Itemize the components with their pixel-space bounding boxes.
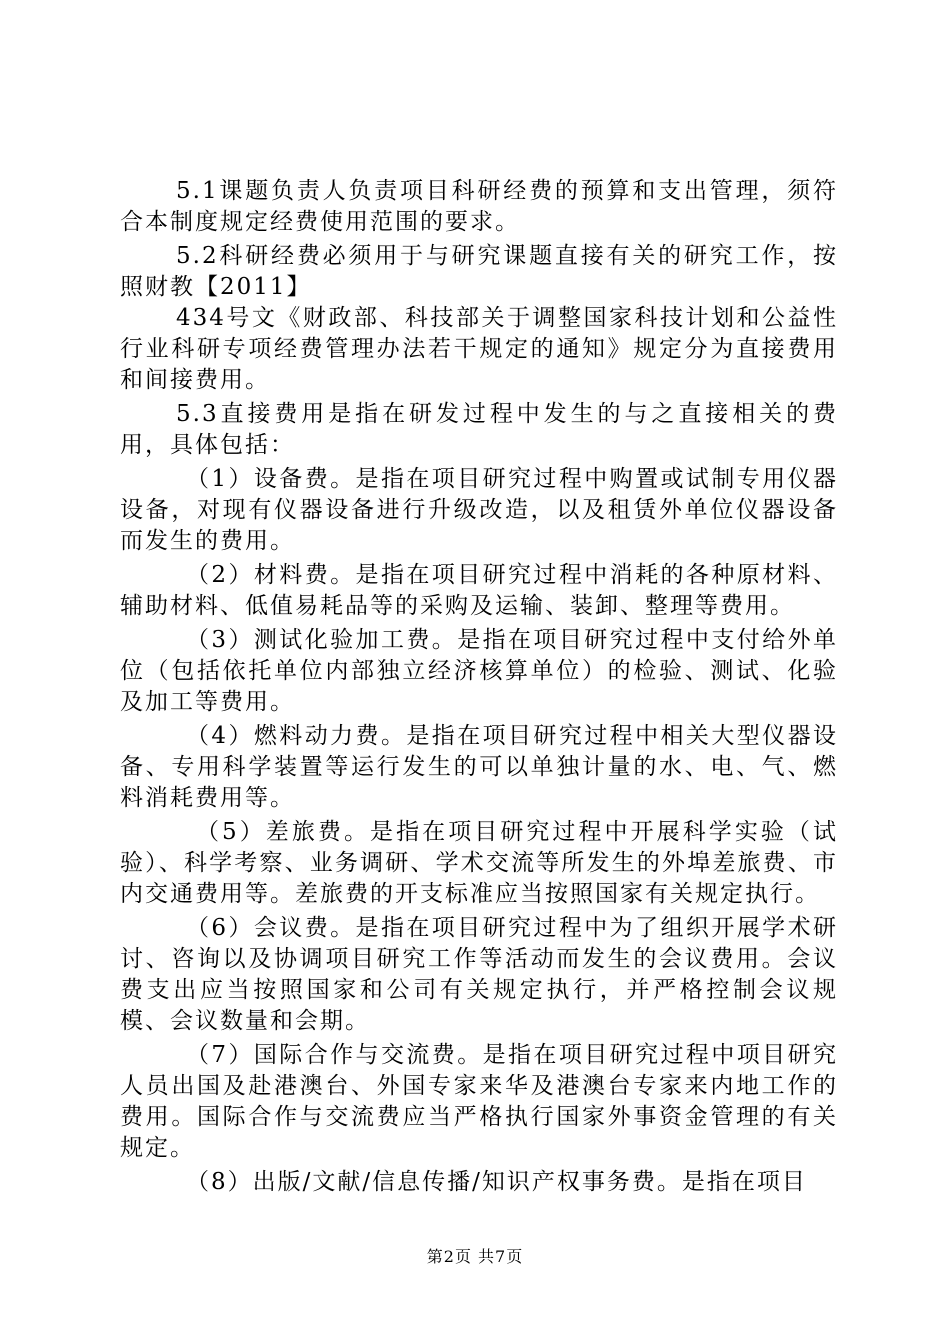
paragraph-item-6: （6）会议费。是指在项目研究过程中为了组织开展学术研讨、咨询以及协调项目研究工作等活动而发生的会议费用。会议费支出应当按照国家和公司有关规定执行，并严格控制会议规模、会议数量和会期。	[120, 915, 838, 1034]
paragraph-5-3: 5.3直接费用是指在研发过程中发生的与之直接相关的费用，具体包括：	[120, 401, 838, 458]
paragraph-5-2: 5.2科研经费必须用于与研究课题直接有关的研究工作，按照财教【2011】	[120, 243, 838, 300]
paragraph-item-2: （2）材料费。是指在项目研究过程中消耗的各种原材料、辅助材料、低值易耗品等的采购及运输、装卸、整理等费用。	[120, 562, 838, 619]
document-body	[120, 176, 838, 1201]
paragraph-434: 434号文《财政部、科技部关于调整国家科技计划和公益性行业科研专项经费管理办法若干规定的通知》规定分为直接费用和间接费用。	[120, 305, 838, 393]
paragraph-item-4: （4）燃料动力费。是指在项目研究过程中相关大型仪器设备、专用科学装置等运行发生的可以单独计量的水、电、气、燃料消耗费用等。	[120, 723, 838, 811]
paragraph-item-7: （7）国际合作与交流费。是指在项目研究过程中项目研究人员出国及赴港澳台、外国专家来华及港澳台专家来内地工作的费用。国际合作与交流费应当严格执行国家外事资金管理的有关规定。	[120, 1042, 838, 1161]
paragraph-item-1: （1）设备费。是指在项目研究过程中购置或试制专用仪器设备，对现有仪器设备进行升级改造，以及租赁外单位仪器设备而发生的费用。	[120, 466, 838, 554]
paragraph-item-3: （3）测试化验加工费。是指在项目研究过程中支付给外单位（包括依托单位内部独立经济核算单位）的检验、测试、化验及加工等费用。	[120, 627, 838, 715]
paragraph-item-8: （8）出版/文献/信息传播/知识产权事务费。是指在项目	[186, 1169, 807, 1195]
page-number-footer: 第2页 共7页	[426, 1247, 524, 1266]
paragraph-5-1: 5.1课题负责人负责项目科研经费的预算和支出管理，须符合本制度规定经费使用范围的要求。	[120, 178, 838, 235]
paragraph-item-5: （5）差旅费。是指在项目研究过程中开展科学实验（试验）、科学考察、业务调研、学术交流等所发生的外埠差旅费、市内交通费用等。差旅费的开支标准应当按照国家有关规定执行。	[120, 819, 838, 907]
